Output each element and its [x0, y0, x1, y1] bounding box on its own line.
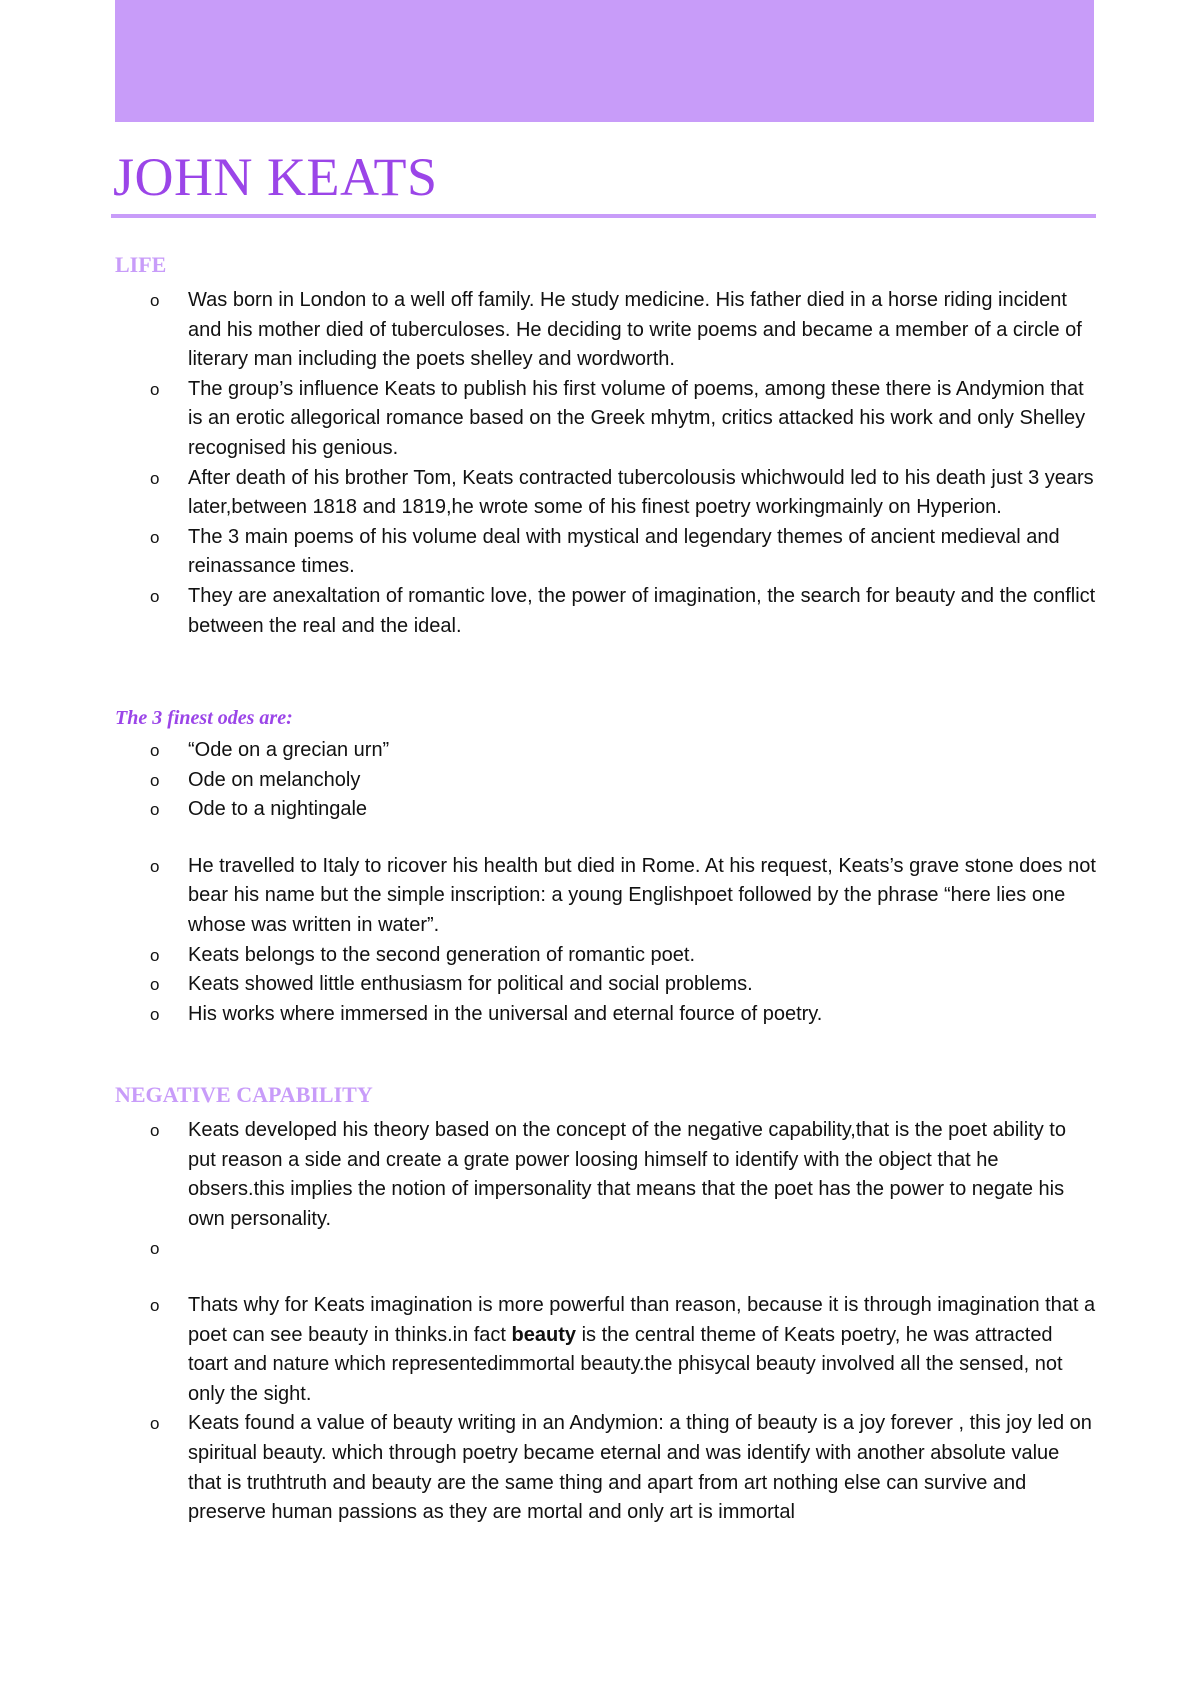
section-heading-negative-capability: NEGATIVE CAPABILITY: [115, 1082, 373, 1107]
document-title: JOHN KEATS: [113, 147, 438, 207]
emphasis-beauty: beauty: [511, 1323, 577, 1346]
list-item: o He travelled to Italy to ricover his health but died in Rome. At his request, Keats’s grave stone does not bear his name but the simple inscription: a young Englishpoet followed by the phrase “here lies one whose was written in water”.: [188, 852, 1096, 941]
list-item: o The 3 main poems of his volume deal with mystical and legendary themes of ancient medieval and reinassance times.: [188, 523, 1096, 582]
list-item: o Was born in London to a well off family. He study medicine. His father died in a horse riding incident and his mother died of tuberculoses. He deciding to write poems and became a member of a circle of literary man including the poets shelley and wordworth.: [188, 286, 1096, 375]
list-item: o The group’s influence Keats to publish his first volume of poems, among these there is Andymion that is an erotic allegorical romance based on the Greek mhytm, critics attacked his work and only Shelley recognised his genious.: [188, 375, 1096, 464]
list-item-text: Thats why for Keats imagination is more powerful than reason, because it is through imagination that a poet can see beauty in thinks.in fact: [188, 1293, 1096, 1346]
empty-list-item: [188, 1234, 1096, 1264]
negative-capability-list: [188, 1116, 1096, 1528]
list-item: o Keats belongs to the second generation of romantic poet.: [188, 941, 1096, 971]
list-item-text: is the central theme of Keats poetry, he was attracted toart and nature which representedimmortal beauty.the phisycal beauty involved all the sensed, not only the sight.: [188, 1323, 1063, 1405]
list-item: o Ode to a nightingale: [188, 795, 1096, 825]
list-item: o Keats developed his theory based on the concept of the negative capability,that is the poet ability to put reason a side and create a grate power loosing himself to identify with the object that he obsers.this implies the notion of impersonality that means that the poet has the power to negate his own personality.: [188, 1116, 1096, 1234]
list-item: o Keats showed little enthusiasm for political and social problems.: [188, 970, 1096, 1000]
list-item: o His works where immersed in the universal and eternal fource of poetry.: [188, 1000, 1096, 1030]
list-item: [188, 1291, 1096, 1409]
list-item: o “Ode on a grecian urn”: [188, 736, 1096, 766]
title-underline: [111, 214, 1096, 218]
list-item: o Keats found a value of beauty writing in an Andymion: a thing of beauty is a joy forever , this joy led on spiritual beauty. which through poetry became eternal and was identify with another absolute value that is truthtruth and beauty are the same thing and apart from art nothing else can survive and preserve human passions as they are mortal and only art is immortal: [188, 1409, 1096, 1527]
odes-list: [188, 736, 1096, 1029]
odes-subheading: The 3 finest odes are:: [115, 707, 293, 729]
header-band: [115, 0, 1094, 122]
list-item: o Ode on melancholy: [188, 766, 1096, 796]
life-list: [188, 286, 1096, 641]
section-heading-life: LIFE: [115, 252, 167, 277]
list-item: o They are anexaltation of romantic love, the power of imagination, the search for beauty and the conflict between the real and the ideal.: [188, 582, 1096, 641]
list-item: o After death of his brother Tom, Keats contracted tubercolousis whichwould led to his death just 3 years later,between 1818 and 1819,he wrote some of his finest poetry workingmainly on Hyperion.: [188, 464, 1096, 523]
